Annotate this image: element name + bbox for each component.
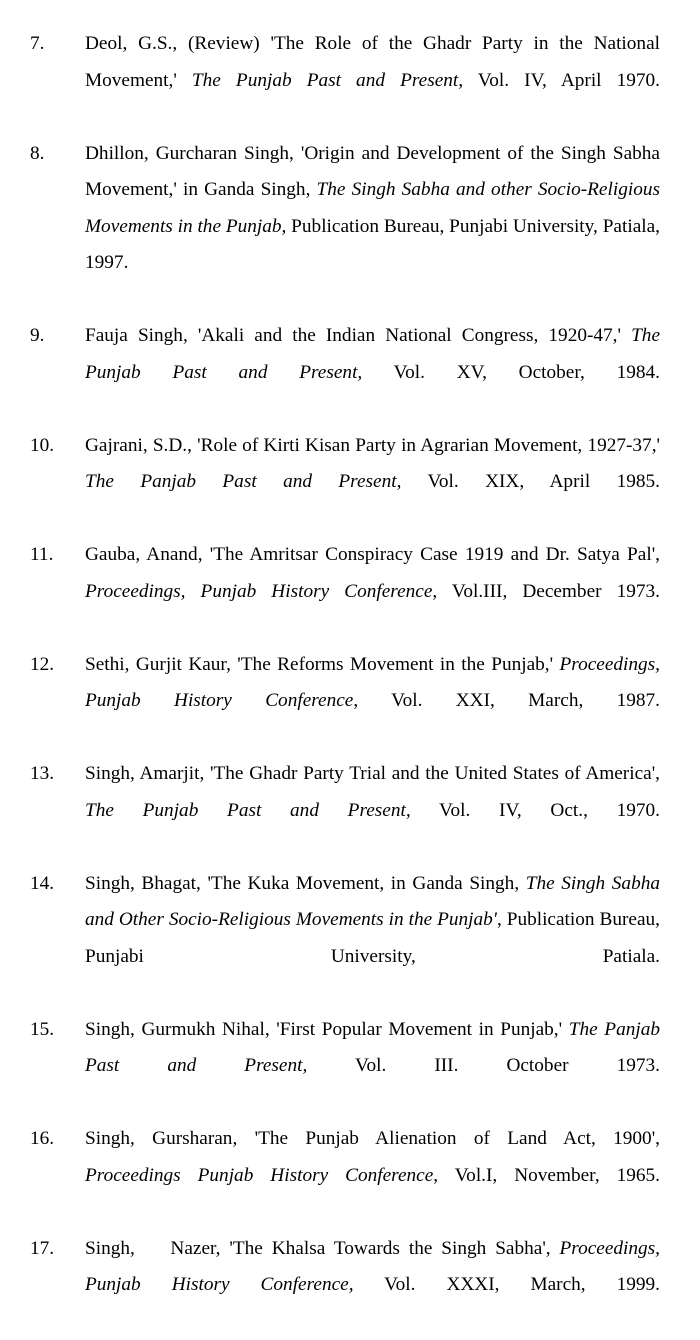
entry-number: 14. — [30, 866, 72, 903]
entry-title-italic: The Singh Sabha and Other Socio-Religious Movements in the Punjab' — [85, 873, 660, 931]
entry-number: 17. — [30, 1231, 72, 1268]
entry-title-italic: Proceedings, Punjab History Conference — [85, 654, 670, 712]
entry-run: , Vol.III, December 1973. — [432, 581, 660, 602]
entry-number: 9. — [30, 318, 72, 355]
entry-number: 10. — [30, 428, 72, 465]
entry-run: , Vol.I, November, 1965. — [433, 1165, 660, 1186]
entry-text — [85, 647, 660, 757]
entry-text — [85, 26, 660, 136]
entry-run: Deol, G.S., (Review) 'The Role of the Ghadr Party in the National Movement,' — [85, 33, 660, 91]
entry-title-italic: The Panjab Past and Present, — [85, 1019, 660, 1077]
entry-run: Fauja Singh, 'Akali and the Indian National Congress, 1920-47,' — [85, 325, 631, 346]
entry-text — [85, 1231, 660, 1340]
entry-title-italic: Proceedings, Punjab History Conference — [85, 581, 432, 602]
entry-text — [85, 756, 660, 866]
entry-run: Publication Bureau, Punjabi University, Patiala, 1997. — [85, 216, 660, 274]
entry-run: Gauba, Anand, 'The Amritsar Conspiracy Case 1919 and Dr. Satya Pal', — [85, 544, 660, 565]
entry-run: Vol. IV, April 1970. — [463, 70, 660, 91]
bibliography-entry — [30, 1121, 660, 1231]
entry-run: Vol. IV, Oct., 1970. — [411, 800, 660, 821]
bibliography-entry — [30, 537, 660, 647]
bibliography-entry — [30, 756, 660, 866]
entry-text — [85, 428, 660, 538]
bibliography-entry — [30, 866, 660, 1012]
entry-run: Singh, Nazer, 'The Khalsa Towards the Singh Sabha', — [85, 1238, 560, 1259]
entry-run: , Vol. XIX, April 1985. — [397, 471, 660, 492]
entry-run: Sethi, Gurjit Kaur, 'The Reforms Movement in the Punjab,' — [85, 654, 560, 675]
entry-text — [85, 318, 660, 428]
entry-number: 12. — [30, 647, 72, 684]
entry-text — [85, 866, 660, 1012]
entry-run: Gajrani, S.D., 'Role of Kirti Kisan Party in Agrarian Movement, 1927-37,' — [85, 435, 660, 456]
entry-number: 16. — [30, 1121, 72, 1158]
entry-run: Vol. XXXI, March, 1999. — [354, 1274, 660, 1295]
entry-title-italic: The Singh Sabha and other Socio-Religious Movements in the Punjab, — [85, 179, 660, 237]
entry-run: , Publication Bureau, Punjabi University, Patiala. — [85, 909, 660, 967]
bibliography-entry — [30, 428, 660, 538]
entry-title-italic: The Punjab Past and Present, — [192, 70, 463, 91]
entry-title-italic: Proceedings, Punjab History Conference, — [85, 1238, 660, 1296]
bibliography-entry — [30, 1012, 660, 1122]
entry-number: 13. — [30, 756, 72, 793]
entry-text — [85, 537, 660, 647]
bibliography-entry — [30, 1231, 660, 1340]
entry-title-italic: The Panjab Past and Present — [85, 471, 397, 492]
bibliography-entry — [30, 136, 660, 319]
entry-run: Singh, Bhagat, 'The Kuka Movement, in Ganda Singh, — [85, 873, 526, 894]
entry-run: Singh, Gurmukh Nihal, 'First Popular Movement in Punjab,' — [85, 1019, 569, 1040]
entry-run: Singh, Amarjit, 'The Ghadr Party Trial and the United States of America', — [85, 763, 660, 784]
bibliography-entry — [30, 647, 660, 757]
entry-number: 11. — [30, 537, 72, 574]
entry-run: Vol. III. October 1973. — [307, 1055, 660, 1076]
bibliography-list — [30, 26, 660, 1340]
entry-title-italic: Proceedings Punjab History Conference — [85, 1165, 433, 1186]
entry-text — [85, 1012, 660, 1122]
entry-run: Singh, Gursharan, 'The Punjab Alienation of Land Act, 1900', — [85, 1128, 660, 1149]
entry-run: Dhillon, Gurcharan Singh, 'Origin and Development of the Singh Sabha Movement,' in Ganda Singh, — [85, 143, 660, 201]
entry-number: 15. — [30, 1012, 72, 1049]
entry-run: Vol. XV, October, 1984. — [362, 362, 660, 383]
entry-title-italic: The Punjab Past and Present, — [85, 800, 411, 821]
bibliography-entry — [30, 318, 660, 428]
entry-title-italic: The Punjab Past and Present, — [85, 325, 660, 383]
entry-text — [85, 136, 660, 319]
entry-text — [85, 1121, 660, 1231]
bibliography-entry — [30, 26, 660, 136]
entry-number: 7. — [30, 26, 72, 63]
entry-run: , Vol. XXI, March, 1987. — [353, 690, 660, 711]
entry-number: 8. — [30, 136, 72, 173]
